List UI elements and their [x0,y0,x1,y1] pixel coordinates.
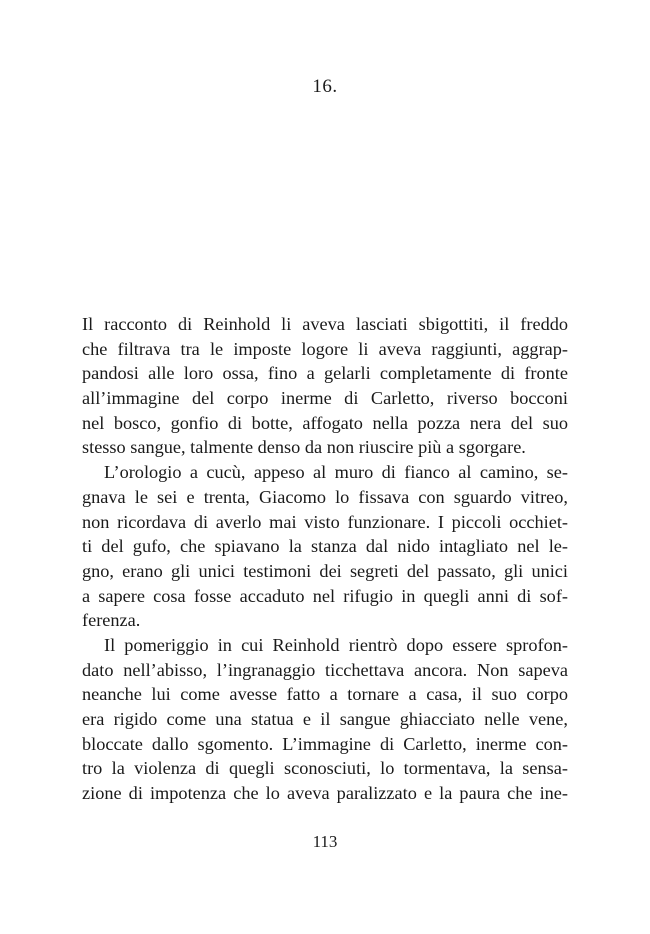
text-line: gnava le sei e trenta, Giacomo lo fissava con sguardo vitreo, [82,486,568,507]
chapter-number: 16. [312,76,338,97]
text-line: che filtrava tra le imposte logore li aveva raggiunti, aggrap- [82,338,568,359]
text-line: Il racconto di Reinhold li aveva lasciati sbigottiti, il freddo [82,314,568,334]
text-line: tro la violenza di quegli sconosciuti, lo tormentava, la sensa- [82,758,568,779]
paragraph [82,460,568,633]
body-text [82,312,568,806]
text-line: Il pomeriggio in cui Reinhold rientrò dopo essere sprofon- [104,634,568,655]
text-line: stesso sangue, talmente denso da non riuscire più a sgorgare. [82,437,526,458]
text-line: zione di impotenza che lo aveva paralizzato e la paura che ine- [82,783,568,804]
text-line: dato nell’abisso, l’ingranaggio ticchettava ancora. Non sapeva [82,659,568,680]
text-line: all’immagine del corpo inerme di Carletto, riverso bocconi [82,388,568,409]
text-line: non ricordava di averlo mai visto funzionare. I piccoli occhiet- [82,511,568,532]
paragraph [82,633,568,806]
text-line: neanche lui come avesse fatto a tornare a casa, il suo corpo [82,684,568,705]
text-line: gno, erano gli unici testimoni dei segreti del passato, gli unici [82,560,568,581]
text-line: nel bosco, gonfio di botte, affogato nella pozza nera del suo [82,412,568,433]
text-line: bloccate dallo sgomento. L’immagine di Carletto, inerme con- [82,733,568,754]
page-number: 113 [312,832,338,851]
text-line: pandosi alle loro ossa, fino a gelarli completamente di fronte [82,363,568,384]
paragraph [82,312,568,460]
text-line: era rigido come una statua e il sangue ghiacciato nelle vene, [82,709,568,729]
text-line: L’orologio a cucù, appeso al muro di fianco al camino, se- [104,462,568,483]
text-line: ferenza. [82,610,141,631]
text-line: ti del gufo, che spiavano la stanza dal nido intagliato nel le- [82,536,568,557]
text-line: a sapere cosa fosse accaduto nel rifugio in quegli anni di sof- [82,585,568,606]
